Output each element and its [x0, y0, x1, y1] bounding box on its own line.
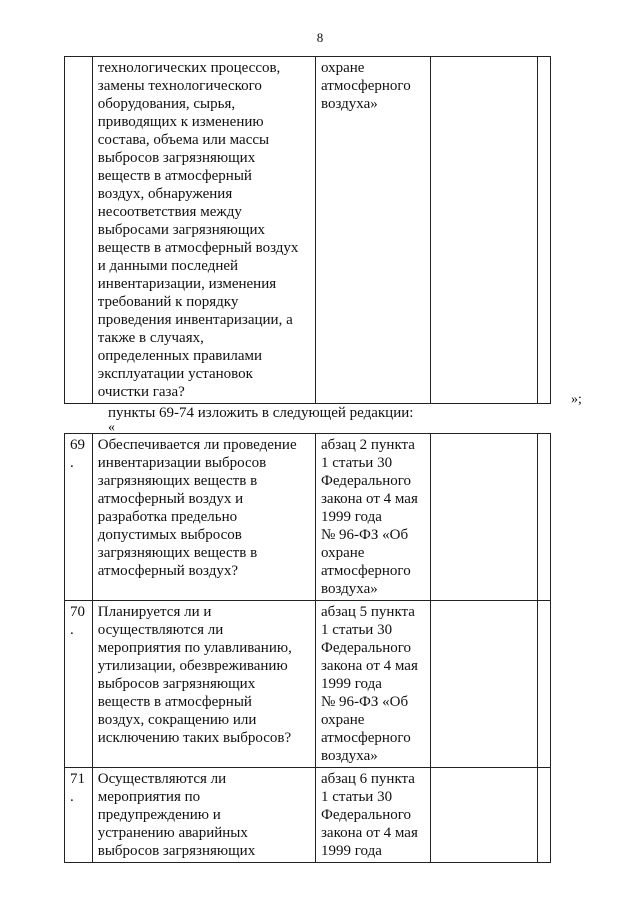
- legal-reference-cell: абзац 6 пункта 1 статьи 30 Федерального закона от 4 мая 1999 года: [316, 768, 431, 863]
- legal-reference-cell: абзац 2 пункта 1 статьи 30 Федерального закона от 4 мая 1999 года № 96-ФЗ «Об охране атмосферного воздуха»: [316, 434, 431, 601]
- answer-cell: [431, 601, 538, 768]
- checklist-table: [64, 433, 551, 863]
- page-number: 8: [316, 30, 324, 45]
- row-number-cell: [65, 57, 93, 404]
- row-number-cell: 71.: [65, 768, 93, 863]
- table-row: [65, 768, 551, 863]
- answer-cell: [431, 434, 538, 601]
- legal-reference-cell: абзац 5 пункта 1 статьи 30 Федерального закона от 4 мая 1999 года № 96-ФЗ «Об охране атмосферного воздуха»: [316, 601, 431, 768]
- amendment-instruction: пункты 69-74 изложить в следующей редакции:: [108, 405, 414, 421]
- answer-cell: [431, 57, 538, 404]
- note-cell: [538, 57, 551, 404]
- legal-reference-cell: охране атмосферного воздуха»: [316, 57, 431, 404]
- closing-quote-mark: »;: [571, 392, 582, 407]
- checklist-table-continued: [64, 56, 551, 404]
- question-cell: технологических процессов, замены технологического оборудования, сырья, приводящих к изменению состава, объема или массы выбросов загрязняющих веществ в атмосферный воздух, обнаружения несоответствия между выбросами загрязняющих веществ в атмосферный воздух и данными последней инвентаризации, изменения требований к порядку проведения инвентаризации, а также в случаях, определенных правилами эксплуатации установок очистки газа?: [92, 57, 315, 404]
- note-cell: [538, 601, 551, 768]
- table-row: [65, 57, 551, 404]
- question-cell: Планируется ли и осуществляются ли мероприятия по улавливанию, утилизации, обезвреживанию выбросов загрязняющих веществ в атмосферный воздух, сокращению или исключению таких выбросов?: [92, 601, 315, 768]
- question-cell: Осуществляются ли мероприятия по предупреждению и устранению аварийных выбросов загрязняющих: [92, 768, 315, 863]
- table-row: [65, 601, 551, 768]
- note-cell: [538, 768, 551, 863]
- answer-cell: [431, 768, 538, 863]
- table-row: [65, 434, 551, 601]
- opening-quote-mark: «: [108, 420, 115, 435]
- row-number-cell: 69.: [65, 434, 93, 601]
- question-cell: Обеспечивается ли проведение инвентаризации выбросов загрязняющих веществ в атмосферный воздух и разработка предельно допустимых выбросов загрязняющих веществ в атмосферный воздух?: [92, 434, 315, 601]
- note-cell: [538, 434, 551, 601]
- row-number-cell: 70.: [65, 601, 93, 768]
